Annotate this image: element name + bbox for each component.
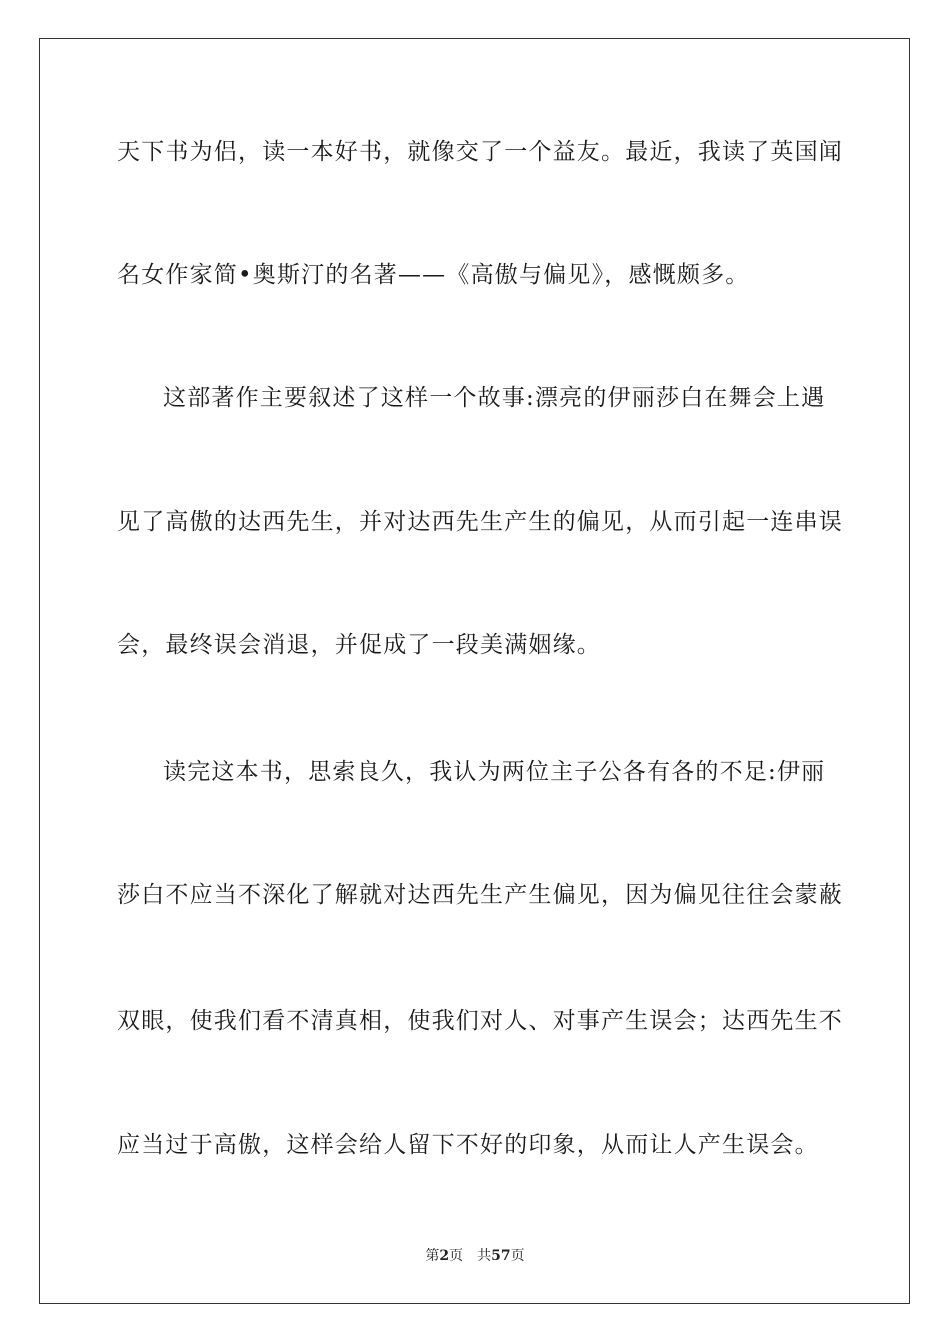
body-line-4: 见了高傲的达西先生，并对达西先生产生的偏见，从而引起一连串误 — [117, 509, 843, 535]
body-line-2: 名女作家简•奥斯汀的名著——《高傲与偏见》，感慨颇多。 — [117, 262, 750, 288]
body-line-1: 天下书为侣，读一本好书，就像交了一个益友。最近，我读了英国闻 — [117, 139, 843, 165]
footer-total-pages: 57 — [491, 1248, 511, 1264]
page-border — [39, 38, 910, 1304]
footer-page-number: 2 — [439, 1248, 450, 1264]
footer-total-prefix: 共 — [477, 1248, 492, 1264]
footer-page-prefix: 第 — [425, 1248, 440, 1264]
body-line-7: 莎白不应当不深化了解就对达西先生产生偏见，因为偏见往往会蒙蔽 — [117, 882, 843, 908]
body-line-3: 这部著作主要叙述了这样一个故事:漂亮的伊丽莎白在舞会上遇 — [163, 385, 826, 411]
body-line-8: 双眼，使我们看不清真相，使我们对人、对事产生误会；达西先生不 — [117, 1008, 843, 1034]
page-footer — [0, 1247, 950, 1265]
body-line-5: 会，最终误会消退，并促成了一段美满姻缘。 — [117, 632, 601, 658]
footer-page-suffix: 页 — [449, 1248, 464, 1264]
footer-total-suffix: 页 — [510, 1248, 525, 1264]
body-line-6: 读完这本书，思索良久，我认为两位主子公各有各的不足:伊丽 — [163, 759, 826, 785]
body-line-9: 应当过于高傲，这样会给人留下不好的印象，从而让人产生误会。 — [117, 1132, 819, 1158]
